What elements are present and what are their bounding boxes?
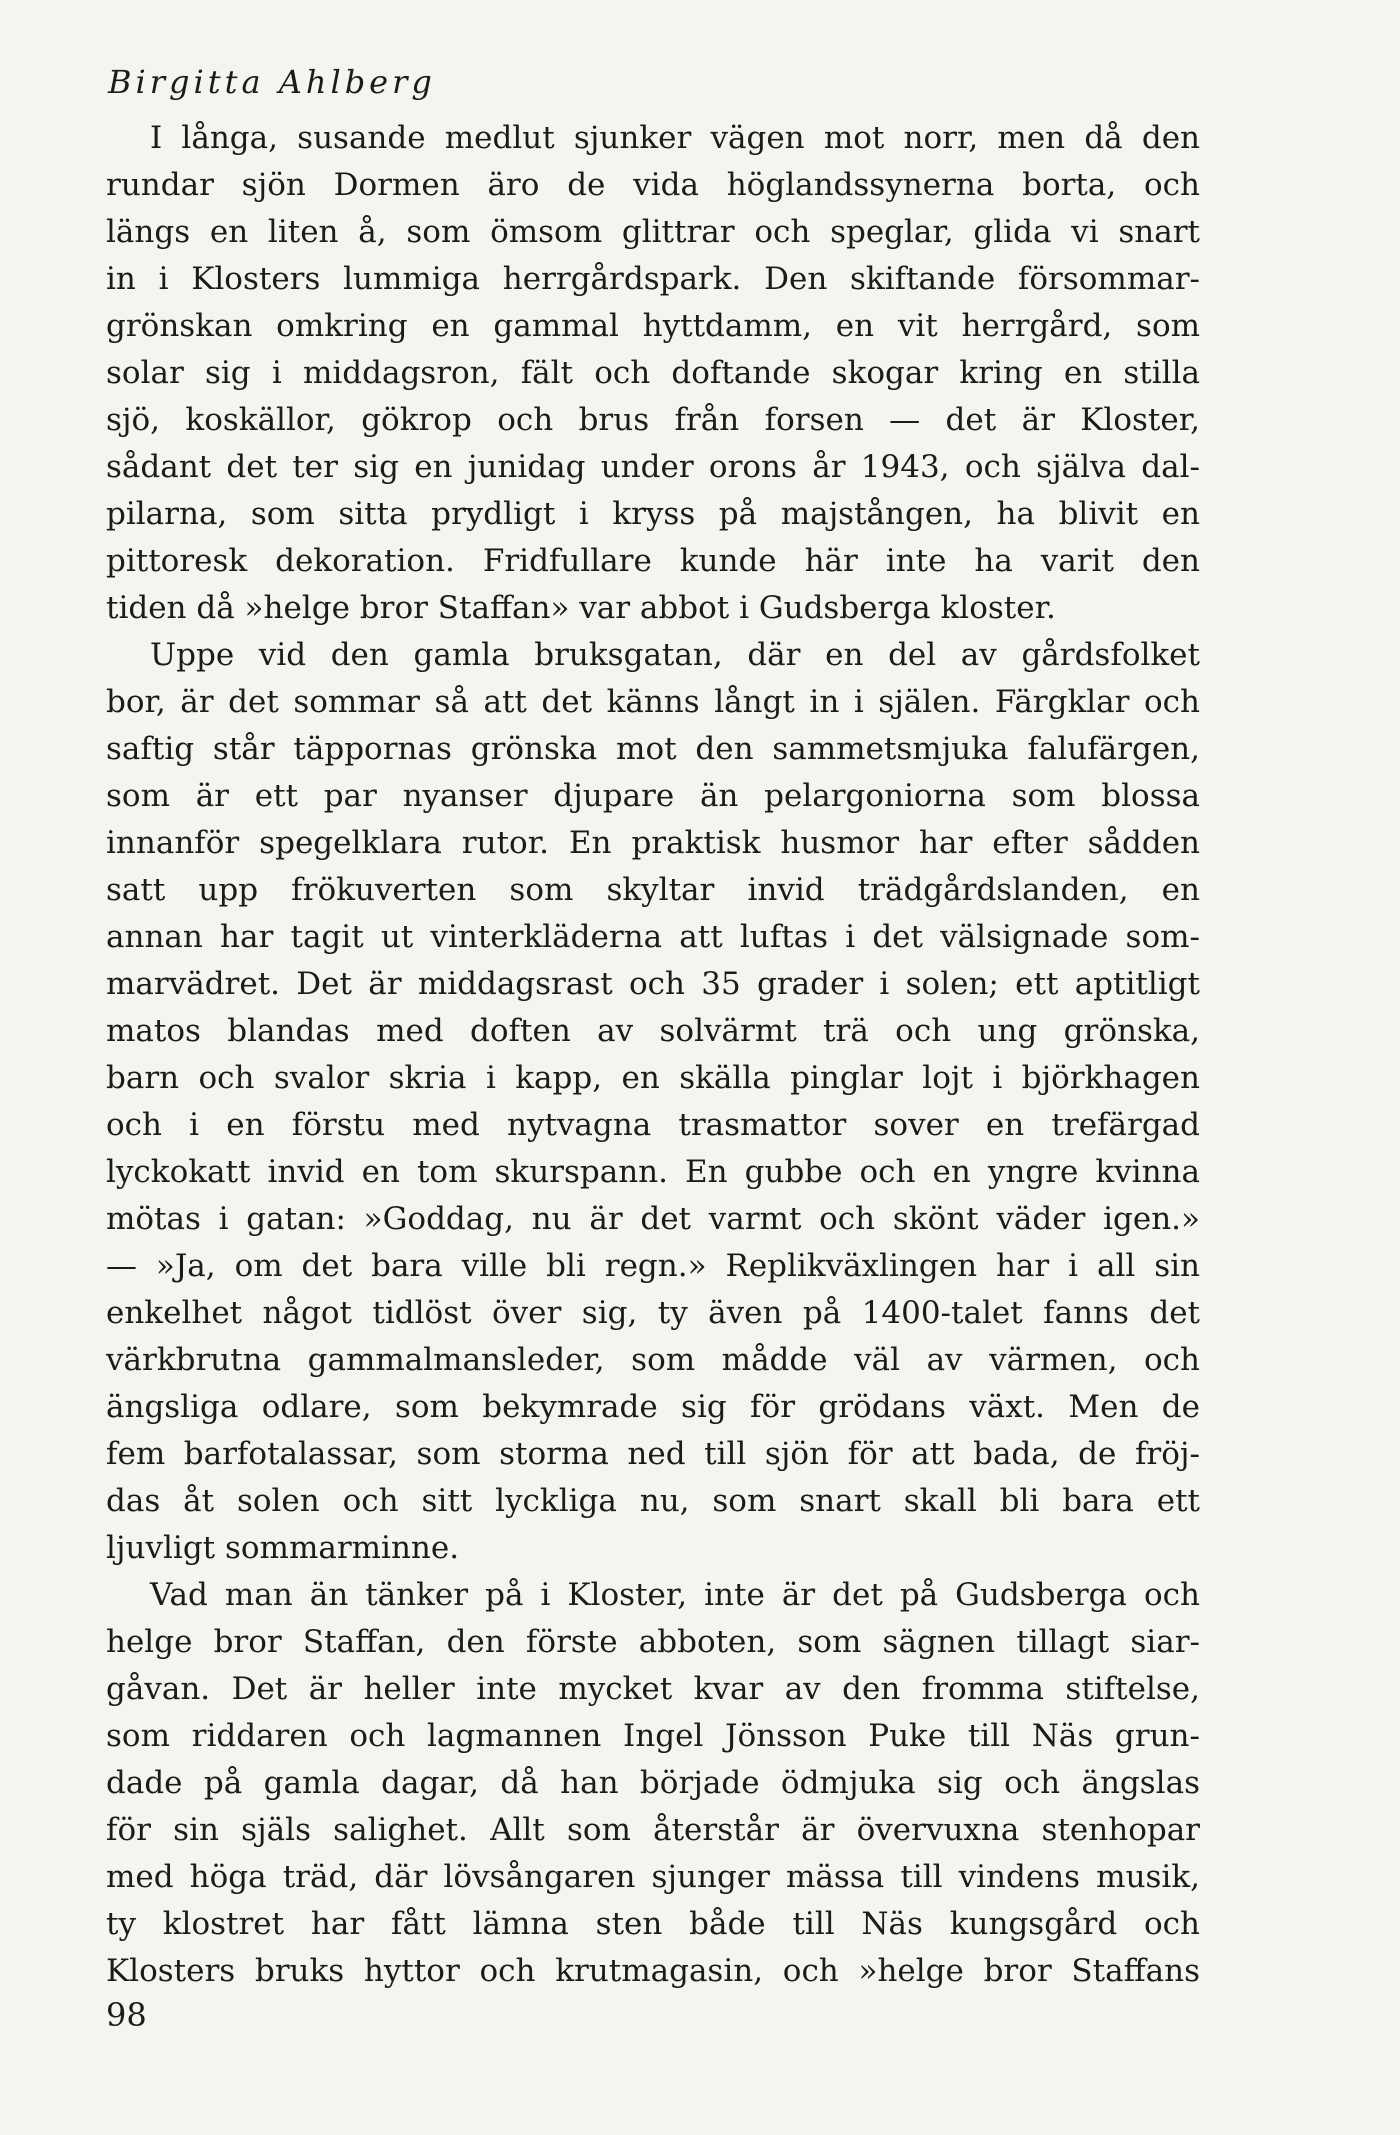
body-text bbox=[106, 115, 1200, 1995]
text-line: enkelhet något tidlöst över sig, ty även på 1400-talet fanns det bbox=[106, 1295, 1200, 1331]
text-line: marvädret. Det är middagsrast och 35 grader i solen; ett aptitligt bbox=[106, 966, 1200, 1002]
text-line: sjö, koskällor, gökrop och brus från forsen — det är Kloster, bbox=[106, 402, 1200, 438]
text-line: innanför spegelklara rutor. En praktisk husmor har efter sådden bbox=[106, 825, 1200, 861]
text-line: saftig står täppornas grönska mot den sammetsmjuka falufärgen, bbox=[106, 731, 1200, 767]
text-line: matos blandas med doften av solvärmt trä och ung grönska, bbox=[106, 1013, 1200, 1049]
text-line: das åt solen och sitt lyckliga nu, som snart skall bli bara ett bbox=[106, 1483, 1200, 1519]
text-line: — »Ja, om det bara ville bli regn.» Replikväxlingen har i all sin bbox=[106, 1248, 1200, 1284]
text-line: grönskan omkring en gammal hyttdamm, en vit herrgård, som bbox=[106, 308, 1200, 344]
text-line: helge bror Staffan, den förste abboten, som sägnen tillagt siar- bbox=[106, 1624, 1200, 1660]
text-line: gåvan. Det är heller inte mycket kvar av den fromma stiftelse, bbox=[106, 1671, 1200, 1707]
text-line: ty klostret har fått lämna sten både till Näs kungsgård och bbox=[106, 1906, 1200, 1942]
text-line: längs en liten å, som ömsom glittrar och speglar, glida vi snart bbox=[106, 214, 1200, 250]
text-line: sådant det ter sig en junidag under orons år 1943, och själva dal- bbox=[106, 449, 1200, 485]
text-line: I långa, susande medlut sjunker vägen mot norr, men då den bbox=[150, 120, 1200, 156]
text-line: som riddaren och lagmannen Ingel Jönsson Puke till Näs grun- bbox=[106, 1718, 1200, 1754]
text-line: bor, är det sommar så att det känns långt in i själen. Färgklar och bbox=[106, 684, 1200, 720]
text-line: som är ett par nyanser djupare än pelargoniorna som blossa bbox=[106, 778, 1200, 814]
text-line: med höga träd, där lövsångaren sjunger mässa till vindens musik, bbox=[106, 1859, 1200, 1895]
text-line: pittoresk dekoration. Fridfullare kunde här inte ha varit den bbox=[106, 543, 1200, 579]
paragraph bbox=[106, 115, 1200, 632]
text-line: in i Klosters lummiga herrgårdspark. Den skiftande försommar- bbox=[106, 261, 1200, 297]
text-line: Uppe vid den gamla bruksgatan, där en del av gårdsfolket bbox=[150, 637, 1200, 673]
text-line: barn och svalor skria i kapp, en skälla pinglar lojt i björkhagen bbox=[106, 1060, 1200, 1096]
paragraph bbox=[106, 1572, 1200, 1995]
text-line: annan har tagit ut vinterkläderna att luftas i det välsignade som- bbox=[106, 919, 1200, 955]
text-line: pilarna, som sitta prydligt i kryss på majstången, ha blivit en bbox=[106, 496, 1200, 532]
text-line: för sin själs salighet. Allt som återstår är övervuxna stenhopar bbox=[106, 1812, 1200, 1848]
text-line: dade på gamla dagar, då han började ödmjuka sig och ängslas bbox=[106, 1765, 1200, 1801]
text-line: lyckokatt invid en tom skurspann. En gubbe och en yngre kvinna bbox=[106, 1154, 1200, 1190]
text-line: solar sig i middagsron, fält och doftande skogar kring en stilla bbox=[106, 355, 1200, 391]
text-line: ängsliga odlare, som bekymrade sig för grödans växt. Men de bbox=[106, 1389, 1200, 1425]
page-number: 98 bbox=[106, 1996, 147, 2034]
text-line: och i en förstu med nytvagna trasmattor sover en trefärgad bbox=[106, 1107, 1200, 1143]
text-line: ljuvligt sommarminne. bbox=[106, 1530, 460, 1566]
text-line: satt upp frökuverten som skyltar invid trädgårdslanden, en bbox=[106, 872, 1200, 908]
text-line: tiden då »helge bror Staffan» var abbot i Gudsberga kloster. bbox=[106, 590, 1056, 626]
text-line: rundar sjön Dormen äro de vida höglandssynerna borta, och bbox=[106, 167, 1200, 203]
text-line: fem barfotalassar, som storma ned till sjön för att bada, de fröj- bbox=[106, 1436, 1200, 1472]
running-head-author: Birgitta Ahlberg bbox=[108, 63, 436, 101]
paragraph bbox=[106, 632, 1200, 1572]
text-line: Klosters bruks hyttor och krutmagasin, och »helge bror Staffans bbox=[106, 1953, 1200, 1989]
text-line: mötas i gatan: »Goddag, nu är det varmt och skönt väder igen.» bbox=[106, 1201, 1200, 1237]
text-line: Vad man än tänker på i Kloster, inte är det på Gudsberga och bbox=[150, 1577, 1200, 1613]
text-line: värkbrutna gammalmansleder, som mådde väl av värmen, och bbox=[106, 1342, 1200, 1378]
